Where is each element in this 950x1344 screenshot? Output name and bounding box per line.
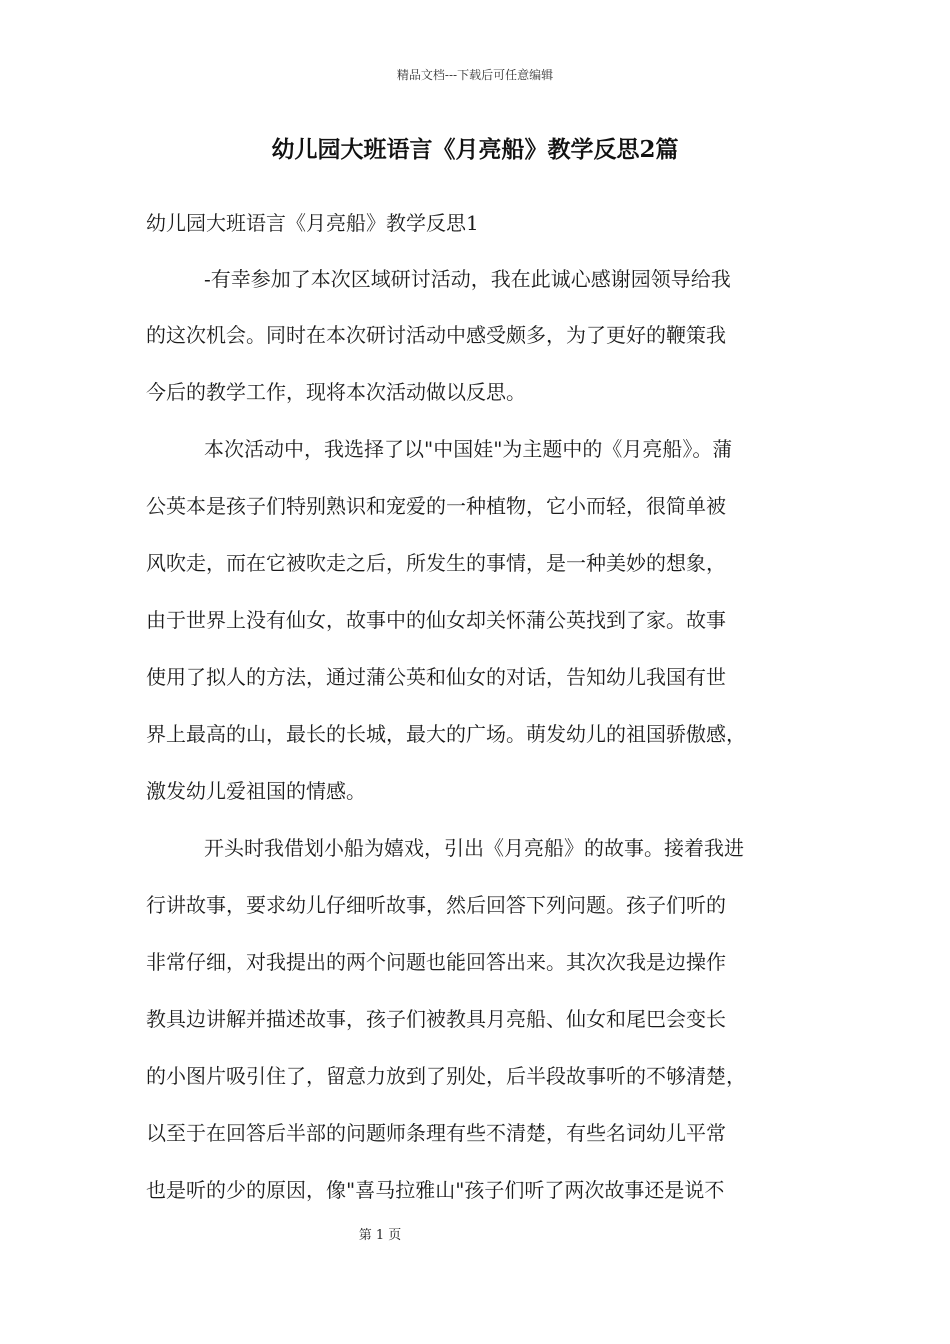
body-line: 行讲故事，要求幼儿仔细听故事，然后回答下列问题。孩子们听的 — [146, 893, 726, 917]
body-line: 今后的教学工作，现将本次活动做以反思。 — [146, 380, 526, 404]
body-line: 以至于在回答后半部的问题师条理有些不清楚，有些名词幼儿平常 — [146, 1121, 726, 1145]
body-line: 的小图片吸引住了，留意力放到了别处，后半段故事听的不够清楚， — [146, 1064, 746, 1088]
body-line: 的这次机会。同时在本次研讨活动中感受颇多，为了更好的鞭策我 — [146, 323, 726, 347]
body-line: 非常仔细，对我提出的两个问题也能回答出来。其次次我是边操作 — [146, 950, 726, 974]
body-line: 激发幼儿爱祖国的情感。 — [146, 779, 366, 803]
body-line: 开头时我借划小船为嬉戏，引出《月亮船》的故事。接着我进 — [204, 836, 744, 860]
body-line: 使用了拟人的方法，通过蒲公英和仙女的对话，告知幼儿我国有世 — [146, 665, 726, 689]
body-line: 教具边讲解并描述故事，孩子们被教具月亮船、仙女和尾巴会变长 — [146, 1007, 726, 1031]
document-title: 幼儿园大班语言《月亮船》教学反思2篇 — [271, 136, 679, 163]
body-line: 界上最高的山，最长的长城，最大的广场。萌发幼儿的祖国骄傲感， — [146, 722, 746, 746]
page-number: 第 1 页 — [358, 1228, 402, 1243]
page-header: 精品文档---下载后可任意编辑 — [396, 68, 554, 82]
body-line: 本次活动中，我选择了以"中国娃"为主题中的《月亮船》。蒲 — [204, 437, 733, 461]
body-line: 风吹走，而在它被吹走之后，所发生的事情，是一种美妙的想象， — [146, 551, 726, 575]
body-line: 由于世界上没有仙女，故事中的仙女却关怀蒲公英找到了家。故事 — [146, 608, 726, 632]
document-body — [146, 0, 826, 1344]
body-line: 公英本是孩子们特别熟识和宠爱的一种植物，它小而轻，很简单被 — [146, 494, 726, 518]
body-line: 也是听的少的原因，像"喜马拉雅山"孩子们听了两次故事还是说不 — [146, 1178, 725, 1202]
section-title: 幼儿园大班语言《月亮船》教学反思1 — [146, 211, 479, 235]
body-line: -有幸参加了本次区域研讨活动，我在此诚心感谢园领导给我 — [204, 267, 731, 291]
